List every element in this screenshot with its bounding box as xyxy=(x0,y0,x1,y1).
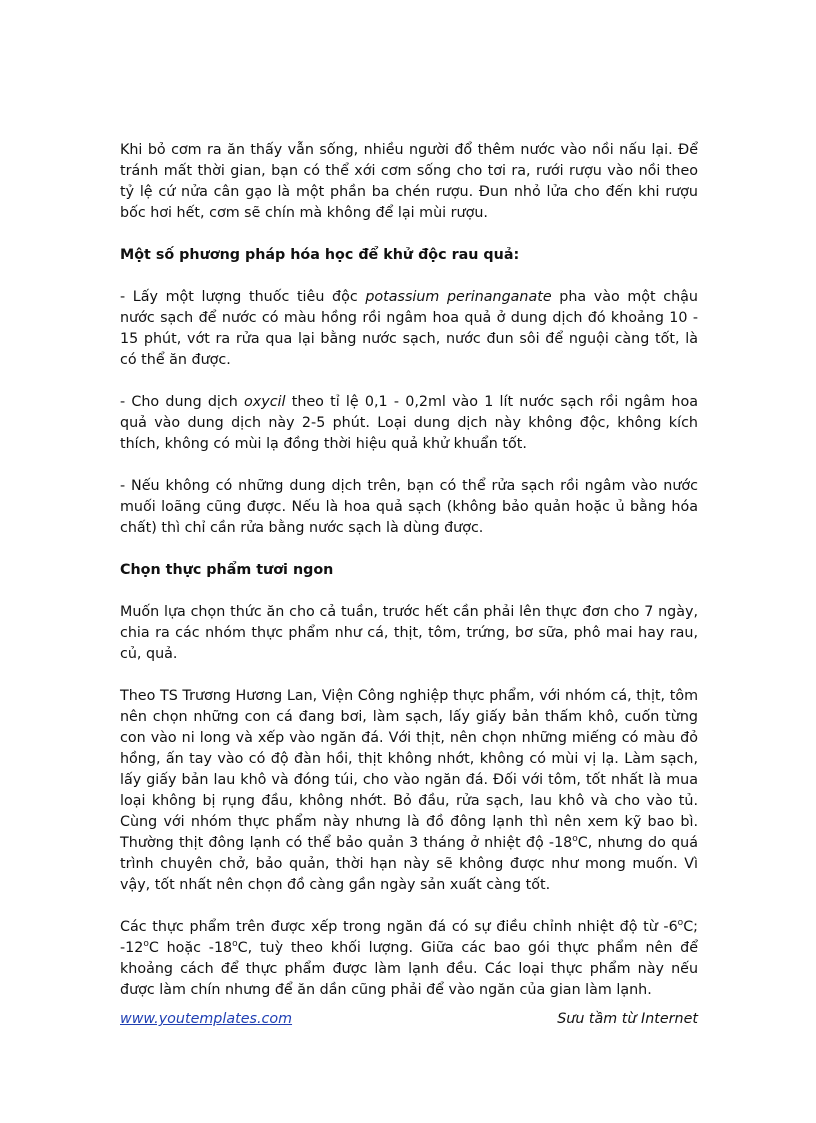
text-run: Các thực phẩm trên được xếp trong ngăn đá có sự điều chỉnh nhiệt độ từ -6 xyxy=(120,919,678,935)
source-note: Sưu tầm từ Internet xyxy=(557,1011,698,1027)
intro-paragraph: Khi bỏ cơm ra ăn thấy vẫn sống, nhiều người đổ thêm nước vào nồi nấu lại. Để tránh mất thời gian, bạn có thể xới cơm sống cho tơi ra, rưới rượu vào nồi theo tỷ lệ cứ nửa cân gạo là một phần ba chén rượu. Đun nhỏ lửa cho đến khi rượu bốc hơi hết, cơm sẽ chín mà không để lại mùi rượu. xyxy=(120,142,698,221)
detox-method-3: - Nếu không có những dung dịch trên, bạn có thể rửa sạch rồi ngâm vào nước muối loãng cũng được. Nếu là hoa quả sạch (không bảo quản hoặc ủ bằng hóa chất) thì chỉ cần rửa bằng nước sạch là dùng được. xyxy=(120,478,698,536)
fresh-food-paragraph-2 xyxy=(120,686,698,896)
fresh-food-paragraph-1: Muốn lựa chọn thức ăn cho cả tuần, trước hết cần phải lên thực đơn cho 7 ngày, chia ra các nhóm thực phẩm như cá, thịt, tôm, trứng, bơ sữa, phô mai hay rau, củ, quả. xyxy=(120,604,698,662)
text-run: pha vào một chậu nước sạch để nước có màu hồng rồi ngâm hoa quả ở dung dịch đó khoảng 10 - 15 phút, vớt ra rửa qua lại bằng nước sạch, nước đun sôi để nguội càng tốt, là có thể ăn được. xyxy=(120,289,698,368)
fresh-food-paragraph-3 xyxy=(120,917,698,1001)
degree-sign: o xyxy=(232,939,238,950)
degree-sign: o xyxy=(143,939,149,950)
degree-sign: o xyxy=(677,918,684,929)
text-run: - Lấy một lượng thuốc tiêu độc xyxy=(120,289,366,305)
degree-sign: o xyxy=(572,834,578,845)
document-body xyxy=(120,140,698,1022)
text-run: C; -12 xyxy=(120,919,698,956)
chemical-name: potassium perinanganate xyxy=(365,289,552,305)
chemical-name: oxycil xyxy=(244,394,286,410)
section-heading-detox: Một số phương pháp hóa học để khử độc rau quả: xyxy=(120,247,520,263)
text-run: - Cho dung dịch xyxy=(120,394,245,410)
text-run: C, nhưng do quá trình chuyên chở, bảo quản, thời hạn này sẽ không được như mong muốn. Vì vậy, tốt nhất nên chọn đồ càng gần ngày sản xuất càng tốt. xyxy=(120,835,698,893)
detox-method-1 xyxy=(120,287,698,371)
section-heading-fresh-food: Chọn thực phẩm tươi ngon xyxy=(120,562,334,578)
detox-method-2 xyxy=(120,392,698,455)
text-run: C hoặc -18 xyxy=(148,940,233,956)
text-run: Theo TS Trương Hương Lan, Viện Công nghiệp thực phẩm, với nhóm cá, thịt, tôm nên chọn những con cá đang bơi, làm sạch, lấy giấy bản thấm khô, cuốn từng con vào ni long và xếp vào ngăn đá. Với thịt, nên chọn những miếng có màu đỏ hồng, ấn tay vào có độ đàn hồi, thịt không nhớt, không có mùi vị lạ. Làm sạch, lấy giấy bản lau khô và đóng túi, cho vào ngăn đá. Đối với tôm, tốt nhất là mua loại không bị rụng đầu, không nhớt. Bỏ đầu, rửa sạch, lau khô và cho vào tủ. Cùng với nhóm thực phẩm này nhưng là đồ đông lạnh thì nên xem kỹ bao bì. Thường thịt đông lạnh có thể bảo quản 3 tháng ở nhiệt độ -18 xyxy=(120,688,698,851)
website-link[interactable]: www.youtemplates.com xyxy=(120,1011,293,1027)
page-footer xyxy=(120,1011,698,1027)
text-run: theo tỉ lệ 0,1 - 0,2ml vào 1 lít nước sạch rồi ngâm hoa quả vào dung dịch này 2-5 phút. Loại dung dịch này không độc, không kích thích, không có mùi lạ đồng thời hiệu quả khử khuẩn tốt. xyxy=(120,394,698,452)
text-run: C, tuỳ theo khối lượng. Giữa các bao gói thực phẩm nên để khoảng cách để thực phẩm được làm lạnh đều. Các loại thực phẩm này nếu được làm chín nhưng để ăn dần cũng phải để vào ngăn của gian làm lạnh. xyxy=(120,940,699,998)
